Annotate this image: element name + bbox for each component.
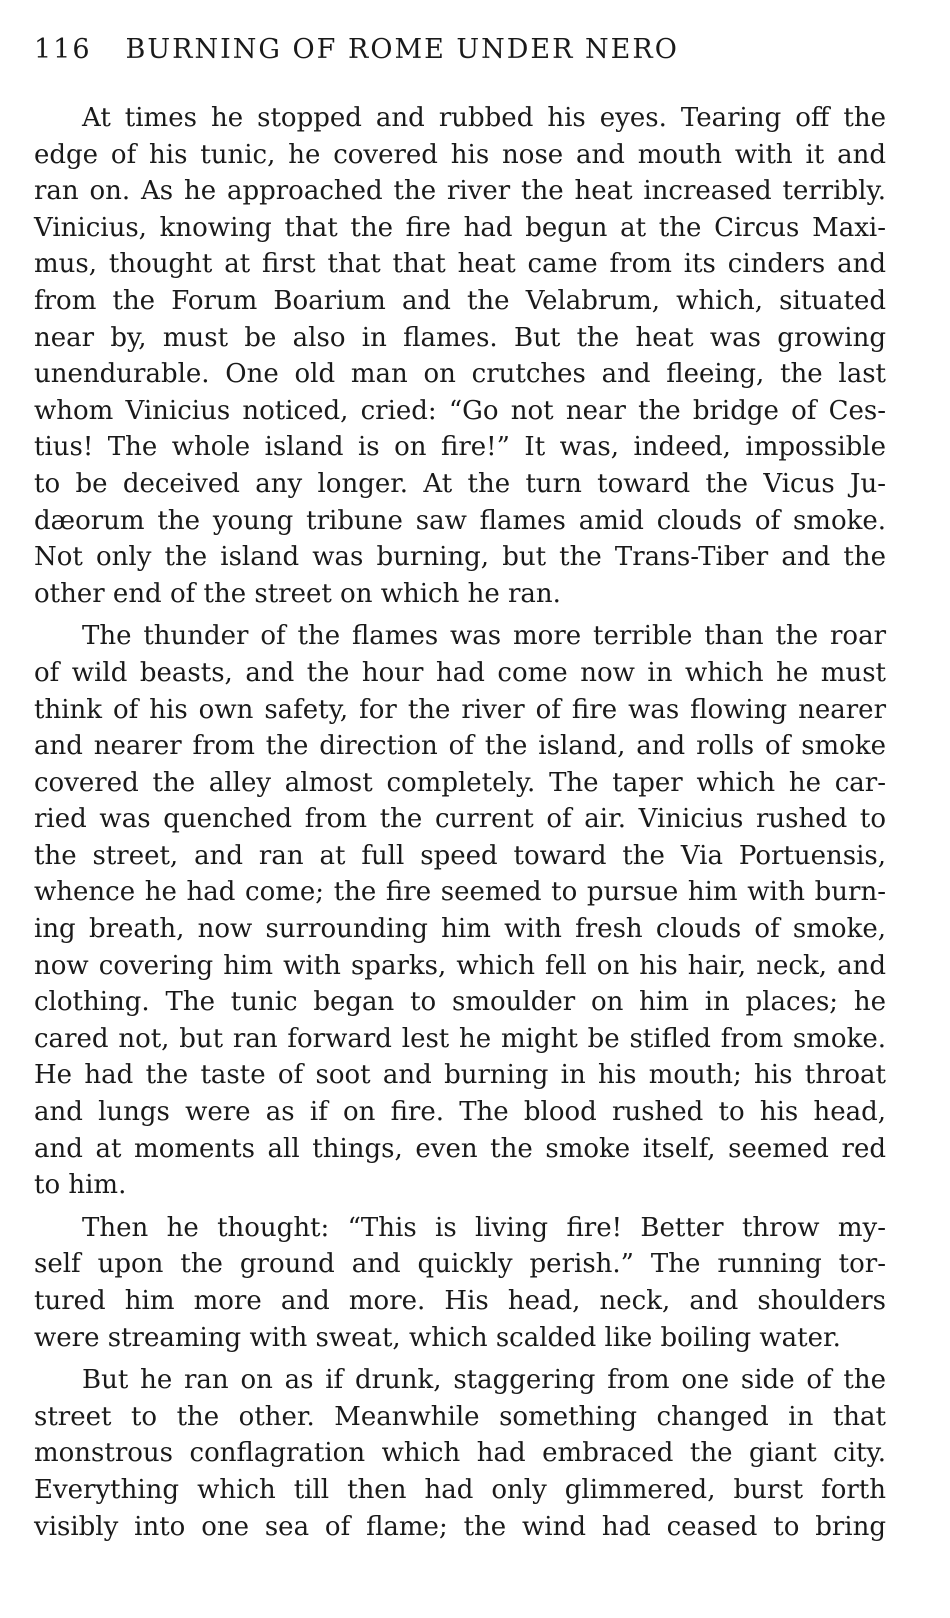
text-line: the street, and ran at full speed toward the Via Portuensis, [34, 840, 886, 871]
text-line: At times he stopped and rubbed his eyes. Tearing off the [82, 103, 886, 133]
text-line: He had the taste of soot and burning in his mouth; his throat [34, 1060, 886, 1091]
text-line: to be deceived any longer. At the turn toward the Vicus Ju- [34, 468, 886, 499]
page-number: 116 [34, 34, 92, 65]
paragraph [34, 1210, 886, 1356]
text-line: now covering him with sparks, which fell on his hair, neck, and [34, 950, 886, 981]
text-line: visibly into one sea of flame; the wind had ceased to bring [34, 1511, 886, 1542]
paragraph [34, 100, 886, 612]
text-line: and nearer from the direction of the island, and rolls of smoke [34, 731, 886, 762]
text-line: edge of his tunic, he covered his nose and mouth with it and [34, 139, 886, 170]
paragraph [34, 618, 886, 1204]
text-line: street to the other. Meanwhile something changed in that [34, 1401, 886, 1432]
text-line: clothing. The tunic began to smoulder on him in places; he [34, 987, 886, 1018]
text-line: ried was quenched from the current of air. Vinicius rushed to [34, 804, 886, 835]
text-line: But he ran on as if drunk, staggering from one side of the [82, 1365, 886, 1396]
text-line: of wild beasts, and the hour had come now in which he must [34, 657, 886, 688]
text-line: and lungs were as if on fire. The blood rushed to his head, [34, 1097, 886, 1128]
text-line: near by, must be also in flames. But the heat was growing [34, 322, 886, 353]
text-line: Vinicius, knowing that the fire had begun at the Circus Maxi- [34, 212, 886, 243]
text-line: whom Vinicius noticed, cried: “Go not near the bridge of Ces- [34, 395, 886, 426]
text-line: mus, thought at first that that heat came from its cinders and [34, 249, 886, 280]
running-head [34, 34, 886, 86]
text-line: and at moments all things, even the smoke itself, seemed red [34, 1133, 886, 1164]
text-line: tured him more and more. His head, neck, and shoulders [34, 1286, 886, 1316]
text-line: Then he thought: “This is living fire! Better throw my- [82, 1212, 886, 1243]
text-line: covered the alley almost completely. The taper which he car- [34, 767, 886, 798]
body-text [34, 100, 886, 1545]
text-line: other end of the street on which he ran. [34, 578, 561, 609]
text-line: were streaming with sweat, which scalded like boiling water. [34, 1322, 841, 1353]
text-line: monstrous conflagration which had embraced the giant city. [34, 1438, 886, 1469]
text-line: tius! The whole island is on fire!” It was, indeed, impossible [34, 432, 886, 463]
text-line: self upon the ground and quickly perish.” The running tor- [34, 1249, 886, 1280]
text-line: The thunder of the flames was more terrible than the roar [82, 621, 886, 652]
text-line: ing breath, now surrounding him with fresh clouds of smoke, [34, 914, 886, 945]
text-line: think of his own safety, for the river of fire was flowing nearer [34, 694, 886, 725]
running-title: BURNING OF ROME UNDER NERO [125, 34, 679, 65]
text-line: Not only the island was burning, but the Trans-Tiber and the [34, 542, 886, 573]
text-line: from the Forum Boarium and the Velabrum, which, situated [34, 285, 886, 316]
text-line: to him. [34, 1170, 127, 1201]
text-line: cared not, but ran forward lest he might be stifled from smoke. [34, 1023, 886, 1054]
paragraph [34, 1362, 886, 1545]
text-line: dæorum the young tribune saw flames amid clouds of smoke. [34, 505, 886, 536]
text-line: whence he had come; the fire seemed to pursue him with burn- [34, 877, 886, 908]
text-line: Everything which till then had only glimmered, burst forth [34, 1474, 886, 1505]
text-line: ran on. As he approached the river the heat increased terribly. [34, 176, 886, 207]
text-line: unendurable. One old man on crutches and fleeing, the last [34, 359, 886, 390]
